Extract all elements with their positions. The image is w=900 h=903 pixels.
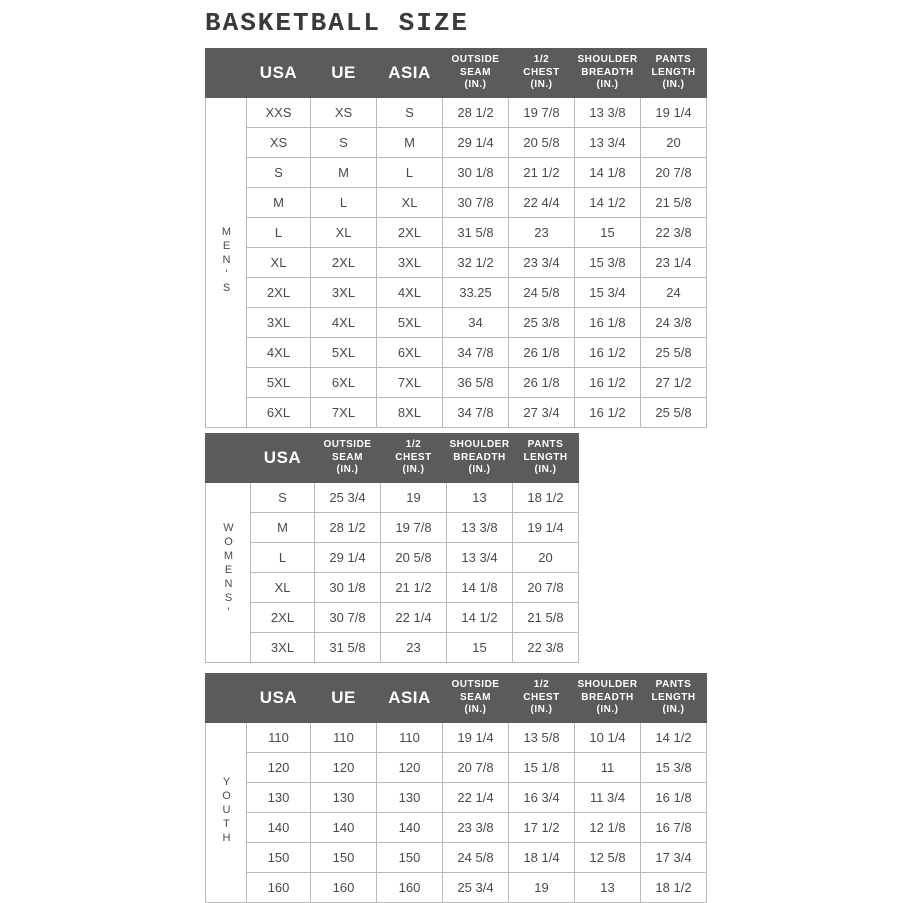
cell: 24 bbox=[641, 278, 707, 308]
cell: 16 7/8 bbox=[641, 813, 707, 843]
table-row bbox=[206, 158, 707, 188]
cell: 26 1/8 bbox=[509, 368, 575, 398]
cell: L bbox=[251, 543, 315, 573]
table-row bbox=[206, 308, 707, 338]
cell: 150 bbox=[311, 843, 377, 873]
cell: 160 bbox=[377, 873, 443, 903]
womens-header-outside-seam-l1: OUTSIDE bbox=[323, 439, 372, 451]
table-row bbox=[206, 753, 707, 783]
cell: 30 7/8 bbox=[443, 188, 509, 218]
cell: 15 3/8 bbox=[641, 753, 707, 783]
cell: 32 1/2 bbox=[443, 248, 509, 278]
womens-header-outside-seam bbox=[315, 434, 381, 483]
table-row bbox=[206, 543, 579, 573]
cell: 21 1/2 bbox=[381, 573, 447, 603]
cell: 30 1/8 bbox=[443, 158, 509, 188]
cell: 25 5/8 bbox=[641, 398, 707, 428]
table-row bbox=[206, 248, 707, 278]
womens-header-pants-length-l2: LENGTH bbox=[523, 451, 568, 463]
womens-header-half-chest-l2: CHEST bbox=[395, 451, 432, 463]
youth-table-header bbox=[206, 674, 707, 723]
cell: 140 bbox=[377, 813, 443, 843]
cell: 2XL bbox=[377, 218, 443, 248]
womens-table-body bbox=[206, 483, 579, 663]
cell: 12 1/8 bbox=[575, 813, 641, 843]
cell: 23 3/4 bbox=[509, 248, 575, 278]
youth-header-shoulder-breadth bbox=[575, 674, 641, 723]
youth-row-label bbox=[206, 723, 247, 903]
mens-table-body bbox=[206, 98, 707, 428]
cell: 20 7/8 bbox=[443, 753, 509, 783]
cell: M bbox=[377, 128, 443, 158]
table-row bbox=[206, 218, 707, 248]
cell: 18 1/2 bbox=[513, 483, 579, 513]
table-row bbox=[206, 633, 579, 663]
cell: 16 1/2 bbox=[575, 338, 641, 368]
mens-header-pants-length-l1: PANTS bbox=[655, 54, 692, 66]
cell: L bbox=[377, 158, 443, 188]
womens-header-pants-length-l1: PANTS bbox=[527, 439, 564, 451]
mens-header-half-chest-l3: (IN.) bbox=[530, 79, 553, 91]
cell: 6XL bbox=[247, 398, 311, 428]
cell: 4XL bbox=[377, 278, 443, 308]
cell: 22 3/8 bbox=[641, 218, 707, 248]
page-title: BASKETBALL SIZE bbox=[205, 8, 470, 38]
cell: 16 1/2 bbox=[575, 398, 641, 428]
cell: 31 5/8 bbox=[315, 633, 381, 663]
mens-header-pants-length-l3: (IN.) bbox=[662, 79, 685, 91]
cell: 7XL bbox=[377, 368, 443, 398]
mens-header-outside-seam-l2: SEAM bbox=[460, 66, 491, 78]
cell: 15 3/4 bbox=[575, 278, 641, 308]
cell: 20 7/8 bbox=[513, 573, 579, 603]
womens-header-shoulder-breadth-l2: BREADTH bbox=[453, 451, 506, 463]
cell: XL bbox=[311, 218, 377, 248]
cell: XS bbox=[311, 98, 377, 128]
cell: 13 3/4 bbox=[447, 543, 513, 573]
cell: 24 5/8 bbox=[443, 843, 509, 873]
cell: 20 5/8 bbox=[381, 543, 447, 573]
youth-row-label-text: YOUTH bbox=[220, 775, 233, 846]
cell: 13 5/8 bbox=[509, 723, 575, 753]
table-row bbox=[206, 843, 707, 873]
mens-size-table bbox=[205, 48, 707, 428]
cell: 130 bbox=[377, 783, 443, 813]
mens-header-shoulder-breadth-l2: BREADTH bbox=[581, 66, 634, 78]
cell: 25 3/4 bbox=[443, 873, 509, 903]
cell: 13 3/4 bbox=[575, 128, 641, 158]
cell: 23 1/4 bbox=[641, 248, 707, 278]
cell: 28 1/2 bbox=[443, 98, 509, 128]
cell: 110 bbox=[311, 723, 377, 753]
cell: 13 bbox=[447, 483, 513, 513]
mens-header-half-chest-l2: CHEST bbox=[523, 66, 560, 78]
womens-table-header bbox=[206, 434, 579, 483]
cell: 5XL bbox=[247, 368, 311, 398]
cell: 6XL bbox=[311, 368, 377, 398]
cell: 160 bbox=[311, 873, 377, 903]
youth-header-half-chest-l1: 1/2 bbox=[533, 679, 550, 691]
table-row bbox=[206, 813, 707, 843]
cell: 10 1/4 bbox=[575, 723, 641, 753]
mens-header-outside-seam-l1: OUTSIDE bbox=[451, 54, 500, 66]
youth-header-shoulder-breadth-l2: BREADTH bbox=[581, 691, 634, 703]
table-row bbox=[206, 188, 707, 218]
mens-header-shoulder-breadth bbox=[575, 49, 641, 98]
youth-header-outside-seam-l1: OUTSIDE bbox=[451, 679, 500, 691]
youth-table-body bbox=[206, 723, 707, 903]
youth-header-half-chest-l2: CHEST bbox=[523, 691, 560, 703]
cell: 30 1/8 bbox=[315, 573, 381, 603]
cell: 19 1/4 bbox=[513, 513, 579, 543]
cell: 14 1/2 bbox=[641, 723, 707, 753]
cell: 110 bbox=[247, 723, 311, 753]
cell: 23 bbox=[381, 633, 447, 663]
cell: 130 bbox=[311, 783, 377, 813]
table-row bbox=[206, 723, 707, 753]
youth-header-half-chest bbox=[509, 674, 575, 723]
cell: 16 1/2 bbox=[575, 368, 641, 398]
cell: 4XL bbox=[311, 308, 377, 338]
youth-header-pants-length bbox=[641, 674, 707, 723]
youth-header-pants-length-l2: LENGTH bbox=[651, 691, 696, 703]
mens-header-ue: UE bbox=[311, 49, 377, 98]
youth-header-ue: UE bbox=[311, 674, 377, 723]
cell: S bbox=[377, 98, 443, 128]
cell: 5XL bbox=[311, 338, 377, 368]
cell: 15 1/8 bbox=[509, 753, 575, 783]
mens-header-usa: USA bbox=[247, 49, 311, 98]
cell: 11 bbox=[575, 753, 641, 783]
womens-row-label bbox=[206, 483, 251, 663]
cell: 17 1/2 bbox=[509, 813, 575, 843]
womens-header-half-chest-l1: 1/2 bbox=[405, 439, 422, 451]
cell: 15 bbox=[447, 633, 513, 663]
youth-size-table bbox=[205, 673, 707, 903]
cell: 24 3/8 bbox=[641, 308, 707, 338]
table-row bbox=[206, 98, 707, 128]
womens-header-shoulder-breadth bbox=[447, 434, 513, 483]
cell: XS bbox=[247, 128, 311, 158]
cell: 34 bbox=[443, 308, 509, 338]
cell: 140 bbox=[311, 813, 377, 843]
cell: 21 5/8 bbox=[513, 603, 579, 633]
cell: 20 bbox=[641, 128, 707, 158]
womens-header-outside-seam-l2: SEAM bbox=[332, 451, 363, 463]
table-row bbox=[206, 483, 579, 513]
cell: 25 5/8 bbox=[641, 338, 707, 368]
mens-header-half-chest-l1: 1/2 bbox=[533, 54, 550, 66]
youth-header-outside-seam bbox=[443, 674, 509, 723]
cell: 34 7/8 bbox=[443, 398, 509, 428]
cell: 150 bbox=[377, 843, 443, 873]
mens-row-label bbox=[206, 98, 247, 428]
mens-header-shoulder-breadth-l3: (IN.) bbox=[596, 79, 619, 91]
cell: 19 7/8 bbox=[381, 513, 447, 543]
table-row bbox=[206, 873, 707, 903]
cell: 19 1/4 bbox=[443, 723, 509, 753]
youth-header-corner bbox=[206, 674, 247, 723]
cell: 15 3/8 bbox=[575, 248, 641, 278]
table-row bbox=[206, 398, 707, 428]
cell: 120 bbox=[247, 753, 311, 783]
cell: 13 bbox=[575, 873, 641, 903]
cell: 26 1/8 bbox=[509, 338, 575, 368]
cell: 14 1/8 bbox=[575, 158, 641, 188]
cell: 19 bbox=[509, 873, 575, 903]
cell: XL bbox=[247, 248, 311, 278]
cell: 19 1/4 bbox=[641, 98, 707, 128]
cell: 25 3/4 bbox=[315, 483, 381, 513]
womens-header-pants-length-l3: (IN.) bbox=[534, 464, 557, 476]
cell: 16 1/8 bbox=[641, 783, 707, 813]
cell: 16 3/4 bbox=[509, 783, 575, 813]
cell: 15 bbox=[575, 218, 641, 248]
youth-header-usa: USA bbox=[247, 674, 311, 723]
cell: 22 4/4 bbox=[509, 188, 575, 218]
cell: 20 7/8 bbox=[641, 158, 707, 188]
table-row bbox=[206, 573, 579, 603]
cell: 27 3/4 bbox=[509, 398, 575, 428]
cell: 25 3/8 bbox=[509, 308, 575, 338]
cell: 14 1/2 bbox=[575, 188, 641, 218]
cell: 30 7/8 bbox=[315, 603, 381, 633]
cell: 22 1/4 bbox=[443, 783, 509, 813]
cell: M bbox=[247, 188, 311, 218]
table-row bbox=[206, 513, 579, 543]
womens-header-corner bbox=[206, 434, 251, 483]
cell: 20 bbox=[513, 543, 579, 573]
cell: 160 bbox=[247, 873, 311, 903]
youth-header-outside-seam-l2: SEAM bbox=[460, 691, 491, 703]
cell: 3XL bbox=[377, 248, 443, 278]
cell: 18 1/4 bbox=[509, 843, 575, 873]
cell: 27 1/2 bbox=[641, 368, 707, 398]
cell: M bbox=[251, 513, 315, 543]
cell: S bbox=[247, 158, 311, 188]
cell: 36 5/8 bbox=[443, 368, 509, 398]
cell: 3XL bbox=[251, 633, 315, 663]
cell: 22 3/8 bbox=[513, 633, 579, 663]
cell: 2XL bbox=[311, 248, 377, 278]
cell: 130 bbox=[247, 783, 311, 813]
womens-row-label-text: WOMENS' bbox=[222, 521, 235, 620]
womens-header-pants-length bbox=[513, 434, 579, 483]
youth-header-outside-seam-l3: (IN.) bbox=[464, 704, 487, 716]
cell: 23 bbox=[509, 218, 575, 248]
youth-header-asia: ASIA bbox=[377, 674, 443, 723]
cell: 150 bbox=[247, 843, 311, 873]
cell: 29 1/4 bbox=[443, 128, 509, 158]
womens-size-table bbox=[205, 433, 579, 663]
cell: 4XL bbox=[247, 338, 311, 368]
womens-header-outside-seam-l3: (IN.) bbox=[336, 464, 359, 476]
cell: XXS bbox=[247, 98, 311, 128]
cell: 12 5/8 bbox=[575, 843, 641, 873]
cell: 13 3/8 bbox=[575, 98, 641, 128]
womens-header-shoulder-breadth-l1: SHOULDER bbox=[449, 439, 510, 451]
mens-header-outside-seam bbox=[443, 49, 509, 98]
cell: 14 1/8 bbox=[447, 573, 513, 603]
cell: 3XL bbox=[247, 308, 311, 338]
mens-header-corner bbox=[206, 49, 247, 98]
youth-header-shoulder-breadth-l3: (IN.) bbox=[596, 704, 619, 716]
cell: 2XL bbox=[247, 278, 311, 308]
youth-header-pants-length-l3: (IN.) bbox=[662, 704, 685, 716]
cell: 13 3/8 bbox=[447, 513, 513, 543]
cell: 8XL bbox=[377, 398, 443, 428]
table-row bbox=[206, 278, 707, 308]
cell: 22 1/4 bbox=[381, 603, 447, 633]
table-row bbox=[206, 368, 707, 398]
youth-header-pants-length-l1: PANTS bbox=[655, 679, 692, 691]
table-row bbox=[206, 783, 707, 813]
cell: 120 bbox=[311, 753, 377, 783]
womens-header-shoulder-breadth-l3: (IN.) bbox=[468, 464, 491, 476]
cell: L bbox=[311, 188, 377, 218]
cell: 20 5/8 bbox=[509, 128, 575, 158]
mens-table-header bbox=[206, 49, 707, 98]
mens-header-shoulder-breadth-l1: SHOULDER bbox=[577, 54, 638, 66]
cell: L bbox=[247, 218, 311, 248]
youth-header-shoulder-breadth-l1: SHOULDER bbox=[577, 679, 638, 691]
cell: 14 1/2 bbox=[447, 603, 513, 633]
table-row bbox=[206, 603, 579, 633]
cell: M bbox=[311, 158, 377, 188]
cell: 16 1/8 bbox=[575, 308, 641, 338]
cell: 3XL bbox=[311, 278, 377, 308]
cell: XL bbox=[251, 573, 315, 603]
cell: 34 7/8 bbox=[443, 338, 509, 368]
cell: 19 bbox=[381, 483, 447, 513]
cell: 110 bbox=[377, 723, 443, 753]
table-row bbox=[206, 128, 707, 158]
table-row bbox=[206, 338, 707, 368]
cell: 23 3/8 bbox=[443, 813, 509, 843]
cell: 140 bbox=[247, 813, 311, 843]
cell: XL bbox=[377, 188, 443, 218]
womens-header-half-chest-l3: (IN.) bbox=[402, 464, 425, 476]
cell: 2XL bbox=[251, 603, 315, 633]
cell: 5XL bbox=[377, 308, 443, 338]
womens-header-half-chest bbox=[381, 434, 447, 483]
cell: 18 1/2 bbox=[641, 873, 707, 903]
cell: 33.25 bbox=[443, 278, 509, 308]
cell: 31 5/8 bbox=[443, 218, 509, 248]
youth-header-half-chest-l3: (IN.) bbox=[530, 704, 553, 716]
mens-header-asia: ASIA bbox=[377, 49, 443, 98]
cell: S bbox=[251, 483, 315, 513]
cell: 11 3/4 bbox=[575, 783, 641, 813]
cell: 24 5/8 bbox=[509, 278, 575, 308]
mens-header-pants-length-l2: LENGTH bbox=[651, 66, 696, 78]
cell: 17 3/4 bbox=[641, 843, 707, 873]
cell: 6XL bbox=[377, 338, 443, 368]
mens-row-label-text: MEN'S bbox=[220, 225, 233, 296]
cell: 29 1/4 bbox=[315, 543, 381, 573]
mens-header-outside-seam-l3: (IN.) bbox=[464, 79, 487, 91]
cell: S bbox=[311, 128, 377, 158]
cell: 120 bbox=[377, 753, 443, 783]
cell: 7XL bbox=[311, 398, 377, 428]
mens-header-half-chest bbox=[509, 49, 575, 98]
mens-header-pants-length bbox=[641, 49, 707, 98]
womens-header-usa: USA bbox=[251, 434, 315, 483]
cell: 19 7/8 bbox=[509, 98, 575, 128]
cell: 28 1/2 bbox=[315, 513, 381, 543]
cell: 21 5/8 bbox=[641, 188, 707, 218]
cell: 21 1/2 bbox=[509, 158, 575, 188]
